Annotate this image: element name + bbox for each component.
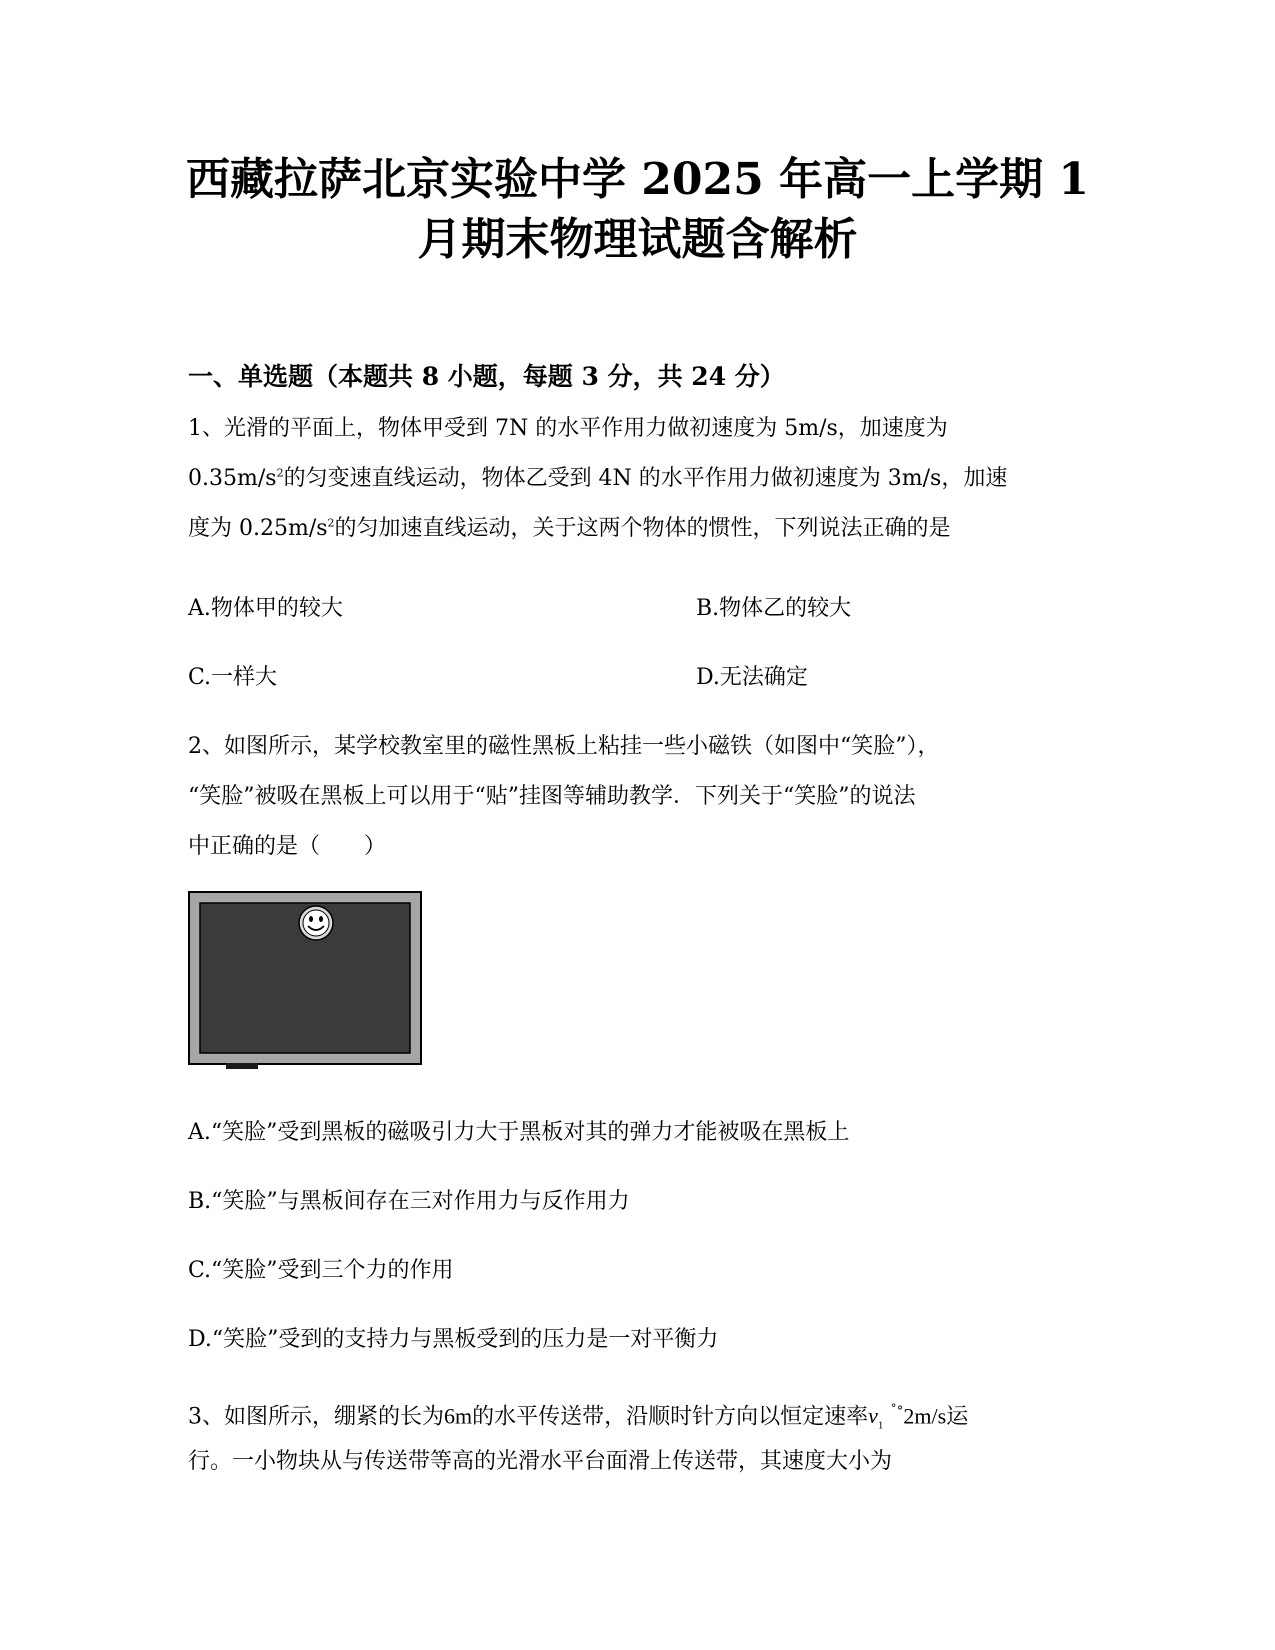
question-1-line-2 xyxy=(188,454,1088,504)
text-span: 3、如图所示，绷紧的长为 xyxy=(188,1404,444,1430)
text-span: 的水平传送带，沿顺时针方向以恒定速率 xyxy=(472,1404,869,1430)
question-1-option-d: D.无法确定 xyxy=(696,665,808,690)
v-letter: v xyxy=(868,1403,878,1429)
section-heading: 一、单选题（本题共 8 小题，每题 3 分，共 24 分） xyxy=(188,362,785,391)
length-value: 6m xyxy=(444,1403,473,1429)
question-1-option-a: A.物体甲的较大 xyxy=(188,596,343,621)
chalk-tray xyxy=(226,1063,258,1069)
question-1-line-3 xyxy=(188,504,1088,554)
title-line-1: 西藏拉萨北京实验中学 2025 年高一上学期 1 xyxy=(185,154,1090,205)
speed-value: 2m/s xyxy=(903,1403,947,1429)
question-1-line-1: 1、光滑的平面上，物体甲受到 7N 的水平作用力做初速度为 5m/s，加速度为 xyxy=(188,416,948,441)
velocity-symbol xyxy=(868,1403,884,1432)
garbled-glyph: ˚° xyxy=(890,1404,904,1419)
question-2-option-d: D.“笑脸”受到的支持力与黑板受到的压力是一对平衡力 xyxy=(188,1327,719,1352)
v-subscript: 1 xyxy=(877,1419,884,1432)
text-span: 的匀加速直线运动，关于这两个物体的惯性，下列说法正确的是 xyxy=(334,516,951,541)
text-span: 度为 0.25m/s xyxy=(188,516,328,541)
title-line-2: 月期末物理试题含解析 xyxy=(417,214,858,265)
superscript: 2 xyxy=(327,516,335,530)
superscript: 2 xyxy=(276,466,284,480)
question-3-line-1 xyxy=(188,1387,1088,1437)
question-3-line-2: 行。一小物块从与传送带等高的光滑水平台面滑上传送带，其速度大小为 xyxy=(188,1449,893,1474)
question-2-option-b: B.“笑脸”与黑板间存在三对作用力与反作用力 xyxy=(188,1189,630,1214)
question-1-option-b: B.物体乙的较大 xyxy=(696,596,852,621)
question-2-option-a: A.“笑脸”受到黑板的磁吸引力大于黑板对其的弹力才能被吸在黑板上 xyxy=(188,1120,850,1145)
question-2-option-c: C.“笑脸”受到三个力的作用 xyxy=(188,1258,454,1283)
blackboard-figure xyxy=(188,891,424,1071)
text-span: 0.35m/s xyxy=(188,466,277,491)
question-2-stem xyxy=(188,722,1088,872)
question-2-line-1: 2、如图所示，某学校教室里的磁性黑板上粘挂一些小磁铁（如图中“笑脸”）， xyxy=(188,734,940,759)
question-1-option-c: C.一样大 xyxy=(188,665,278,690)
document-title xyxy=(150,150,1125,270)
question-2-line-3: 中正确的是（ ） xyxy=(188,834,387,859)
question-1-stem xyxy=(188,404,1088,554)
text-span: 运 xyxy=(946,1404,969,1430)
question-3-stem xyxy=(188,1387,1088,1487)
smiley-face-icon xyxy=(299,906,333,940)
text-span: 的匀变速直线运动，物体乙受到 4N 的水平作用力做初速度为 3m/s，加速 xyxy=(283,466,1008,491)
question-2-line-2: “笑脸”被吸在黑板上可以用于“贴”挂图等辅助教学．下列关于“笑脸”的说法 xyxy=(188,784,916,809)
